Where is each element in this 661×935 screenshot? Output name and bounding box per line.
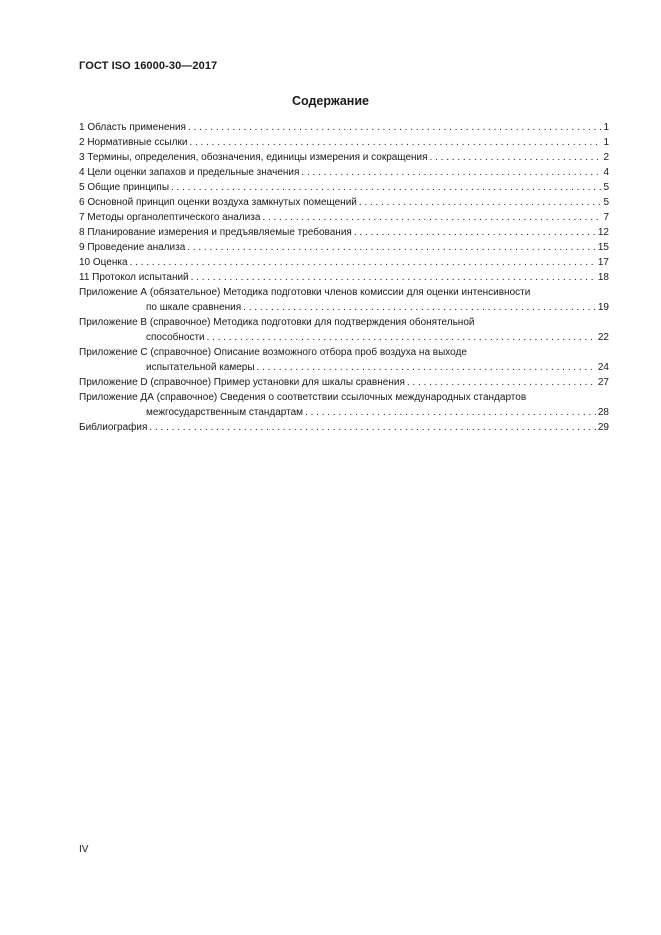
toc-entry-text: способности <box>146 332 205 343</box>
toc-entry[interactable] <box>79 420 609 435</box>
toc-entry-page: 12 <box>597 227 609 238</box>
leader-dots <box>130 255 596 270</box>
toc-entry[interactable] <box>79 240 609 255</box>
page-number: IV <box>79 844 89 855</box>
toc-title: Содержание <box>291 94 369 108</box>
toc-entry-text: 5 Общие принципы <box>79 182 169 193</box>
leader-dots <box>407 375 596 390</box>
toc-entry-text: 2 Нормативные ссылки <box>79 137 188 148</box>
leader-dots <box>207 330 596 345</box>
leader-dots <box>188 120 601 135</box>
leader-dots <box>189 135 601 150</box>
toc-entry[interactable] <box>79 135 609 150</box>
leader-dots <box>257 360 596 375</box>
toc-entry[interactable] <box>79 390 609 420</box>
toc-entry-text: 6 Основной принцип оценки воздуха замкнутых помещений <box>79 197 357 208</box>
toc-entry[interactable] <box>79 255 609 270</box>
toc-entry-text-first-line: Приложение С (справочное) Описание возможного отбора проб воздуха на выходе <box>79 347 467 358</box>
toc-entry-page: 19 <box>597 302 609 313</box>
toc-entry[interactable] <box>79 180 609 195</box>
toc-entry[interactable] <box>79 210 609 225</box>
leader-dots <box>149 420 595 435</box>
toc-entry-text-first-line: Приложение В (справочное) Методика подготовки для подтверждения обонятельной <box>79 317 475 328</box>
toc-entry-text: 4 Цели оценки запахов и предельные значения <box>79 167 300 178</box>
toc-entry-page: 1 <box>603 137 609 148</box>
toc-entry-page: 15 <box>597 242 609 253</box>
toc-entry-text: 11 Протокол испытаний <box>79 272 189 283</box>
toc-entry-text: испытательной камеры <box>146 362 255 373</box>
toc-entry-text: 3 Термины, определения, обозначения, единицы измерения и сокращения <box>79 152 428 163</box>
toc-entry[interactable] <box>79 120 609 135</box>
leader-dots <box>430 150 602 165</box>
toc-entry-page: 5 <box>603 182 609 193</box>
leader-dots <box>305 405 596 420</box>
leader-dots <box>243 300 596 315</box>
toc-entry-text: Библиография <box>79 422 148 433</box>
leader-dots <box>354 225 596 240</box>
toc-entry[interactable] <box>79 165 609 180</box>
toc-entry-page: 29 <box>597 422 609 433</box>
table-of-contents <box>79 120 609 435</box>
toc-entry-text: межгосударственным стандартам <box>146 407 304 418</box>
toc-entry-page: 22 <box>597 332 609 343</box>
leader-dots <box>301 165 601 180</box>
toc-entry-text: 10 Оценка <box>79 257 128 268</box>
toc-entry[interactable] <box>79 285 609 315</box>
toc-entry-page: 24 <box>597 362 609 373</box>
toc-entry-text: 9 Проведение анализа <box>79 242 186 253</box>
toc-entry-page: 5 <box>603 197 609 208</box>
toc-entry[interactable] <box>79 345 609 375</box>
toc-entry-page: 17 <box>597 257 609 268</box>
toc-entry-page: 27 <box>597 377 609 388</box>
leader-dots <box>187 240 596 255</box>
toc-entry-page: 18 <box>597 272 609 283</box>
toc-entry-page: 2 <box>603 152 609 163</box>
leader-dots <box>262 210 601 225</box>
toc-entry-text-first-line: Приложение А (обязательное) Методика подготовки членов комиссии для оценки интенсивности <box>79 287 531 298</box>
toc-entry-text: Приложение D (справочное) Пример установки для шкалы сравнения <box>79 377 405 388</box>
toc-entry[interactable] <box>79 270 609 285</box>
leader-dots <box>171 180 601 195</box>
leader-dots <box>191 270 596 285</box>
toc-entry[interactable] <box>79 225 609 240</box>
leader-dots <box>359 195 602 210</box>
toc-entry-page: 4 <box>603 167 609 178</box>
document-id: ГОСТ ISO 16000-30—2017 <box>79 60 218 72</box>
toc-entry[interactable] <box>79 150 609 165</box>
toc-entry-page: 7 <box>603 212 609 223</box>
toc-entry-text: 7 Методы органолептического анализа <box>79 212 261 223</box>
toc-entry-text: 1 Область применения <box>79 122 186 133</box>
toc-entry[interactable] <box>79 195 609 210</box>
toc-entry-page: 1 <box>603 122 609 133</box>
toc-entry-text: 8 Планирование измерения и предъявляемые требования <box>79 227 352 238</box>
toc-entry[interactable] <box>79 315 609 345</box>
toc-entry-text-first-line: Приложение ДА (справочное) Сведения о соответствии ссылочных международных стандартов <box>79 392 527 403</box>
toc-entry-text: по шкале сравнения <box>146 302 242 313</box>
toc-entry-page: 28 <box>597 407 609 418</box>
toc-entry[interactable] <box>79 375 609 390</box>
